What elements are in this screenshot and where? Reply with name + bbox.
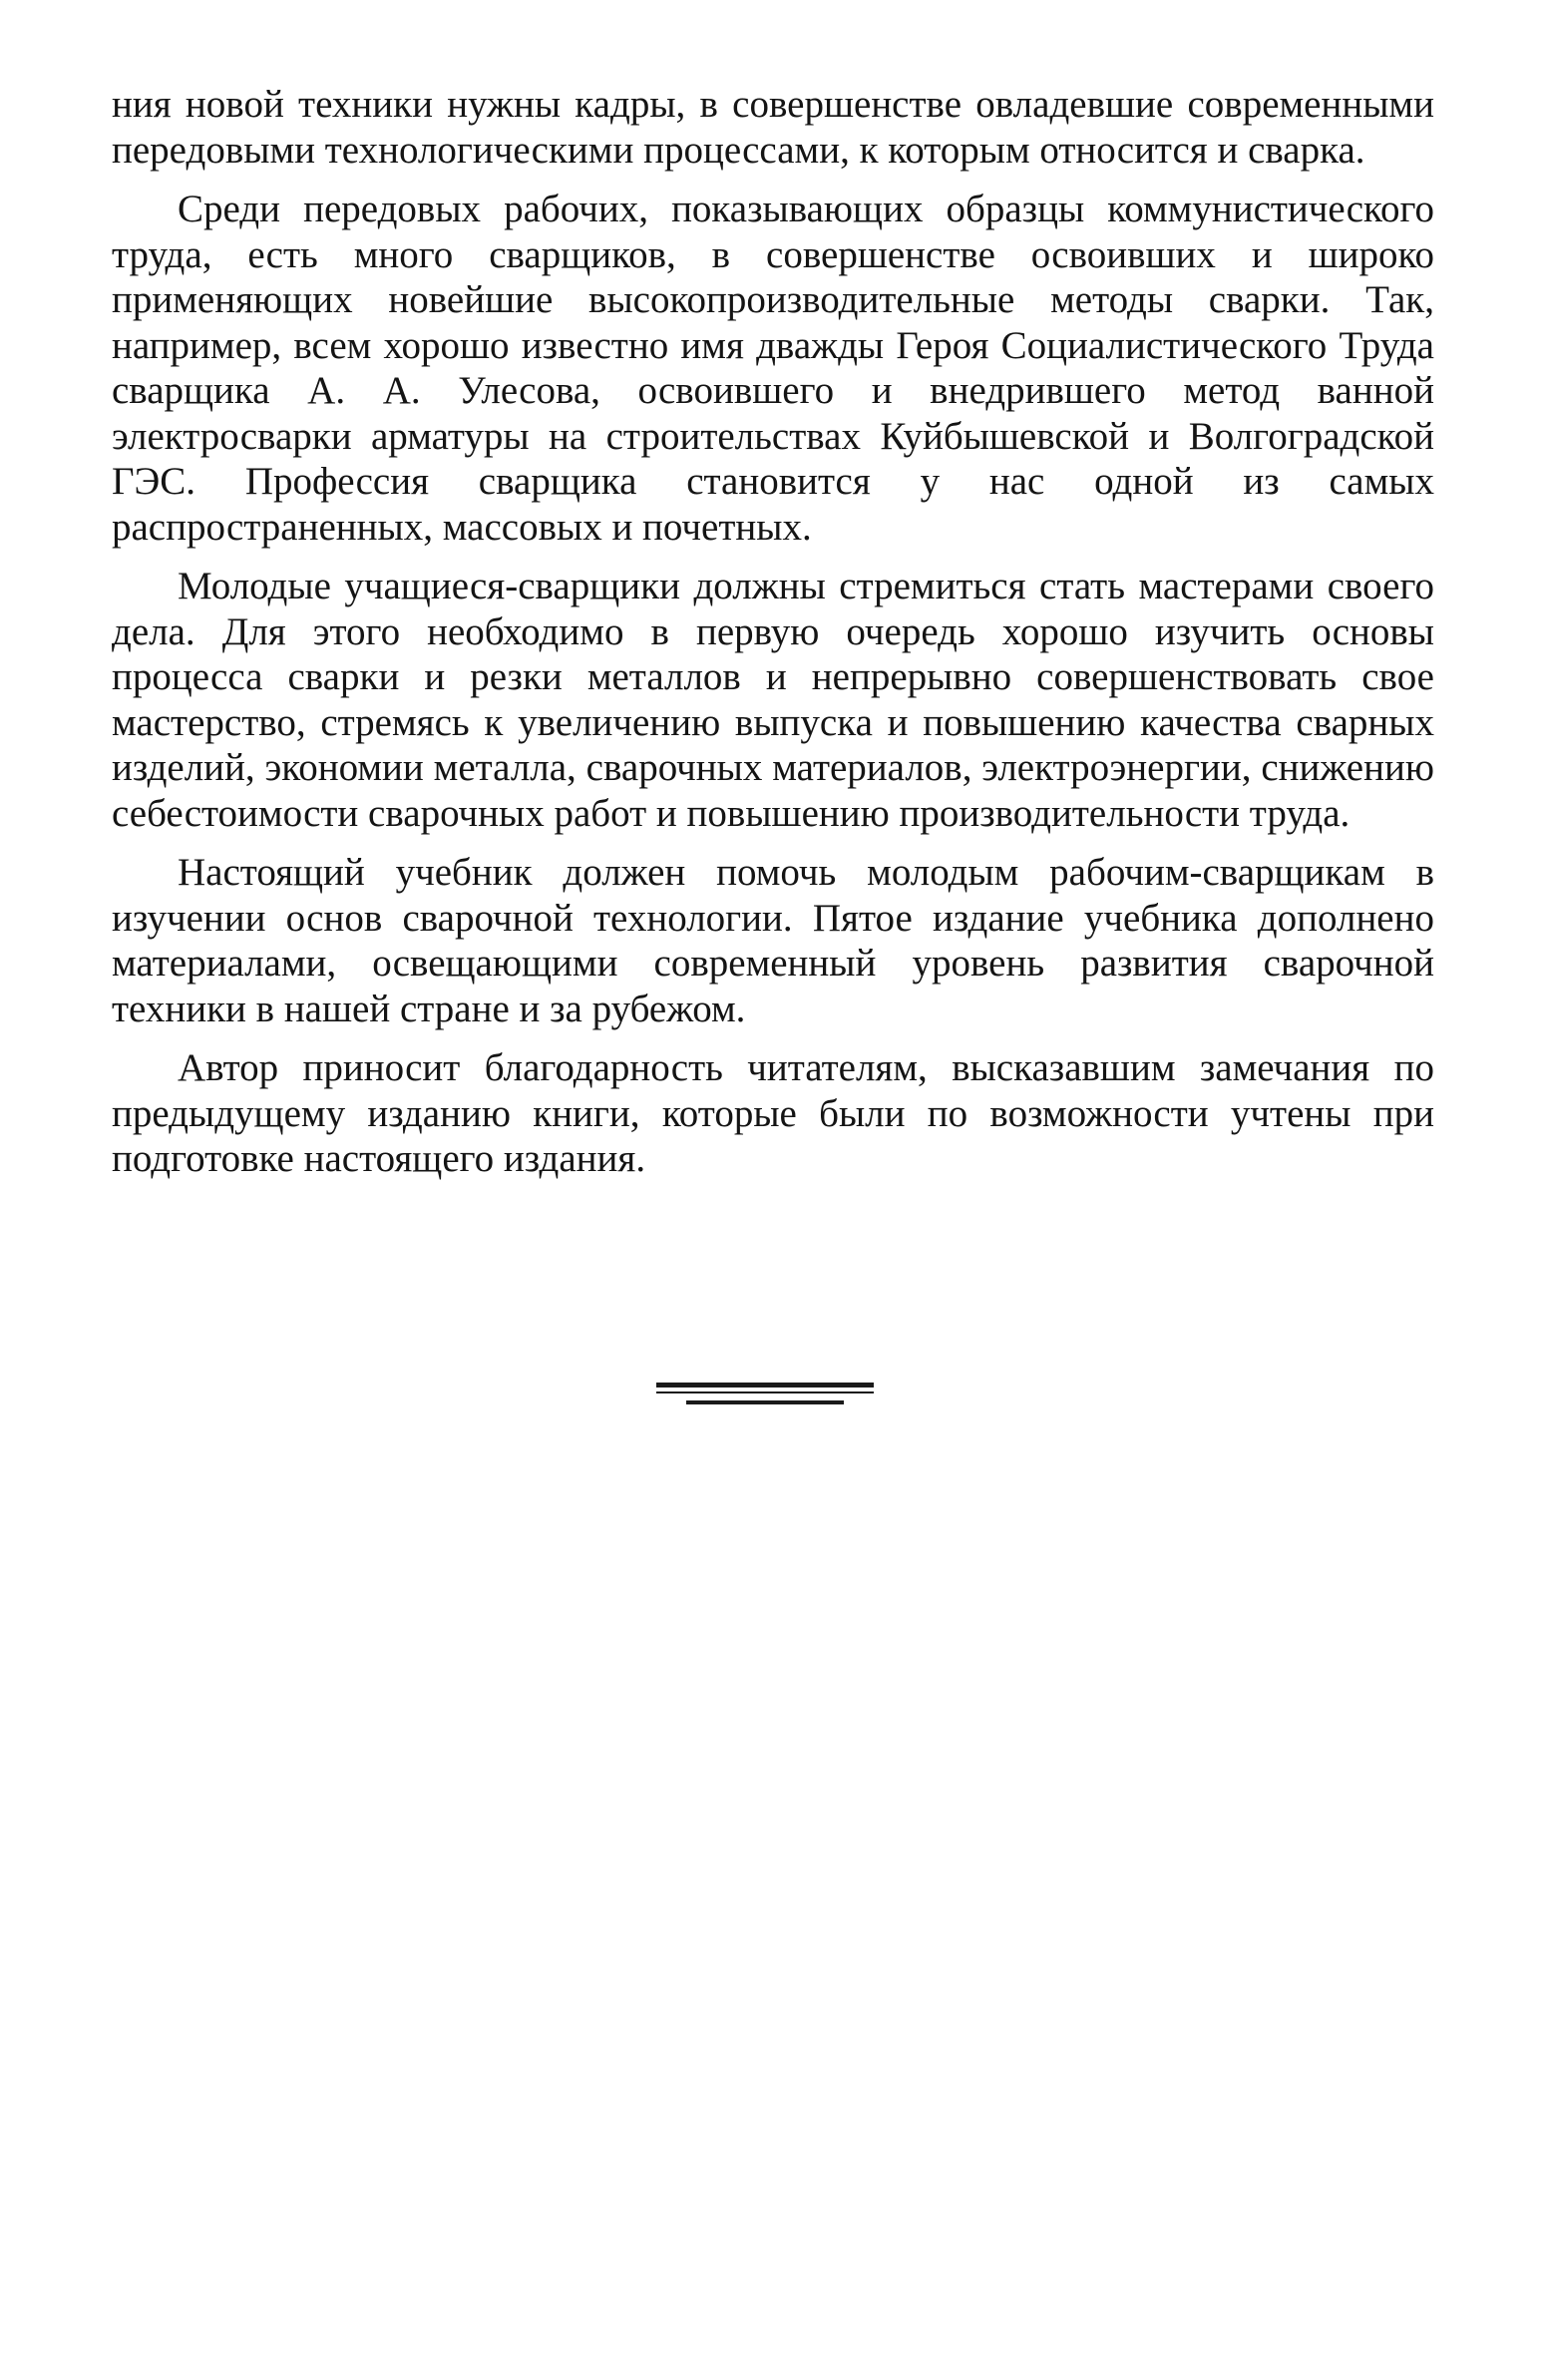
divider-rule-top xyxy=(656,1383,874,1388)
paragraph-advanced-workers: Среди передовых рабочих, показывающих образцы коммунистического труда, есть много сварщиков, в совершенстве освоивших и широко применяющих новейшие высокопроизводительные методы сварки. Так, например, всем хорошо известно имя дважды Героя Социалистического Труда сварщика А. А. Улесова, освоившего и внедрившего метод ванной электросварки арматуры на строительствах Куйбышевской и Волгоградской ГЭС. Профессия сварщика становится у нас одной из самых распространенных, массовых и почетных. xyxy=(112,188,1434,549)
paragraph-continuation: ния новой техники нужны кадры, в совершенстве овладевшие современными передовыми технологическими процессами, к которым относится и сварка. xyxy=(112,83,1434,172)
paragraph-textbook-purpose: Настоящий учебник должен помочь молодым рабочим-сварщикам в изучении основ сварочной технологии. Пятое издание учебника дополнено материалами, освещающими современный уровень развития сварочной техники в нашей стране и за рубежом. xyxy=(112,851,1434,1030)
paragraph-young-welders: Молодые учащиеся-сварщики должны стремиться стать мастерами своего дела. Для этого необходимо в первую очередь хорошо изучить основы процесса сварки и резки металлов и непрерывно совершенствовать свое мастерство, стремясь к увеличению выпуска и повышению качества сварных изделий, экономии металла, сварочных материалов, электроэнергии, снижению себестоимости сварочных работ и повышению производительности труда. xyxy=(112,565,1434,835)
section-end-divider xyxy=(656,1383,874,1406)
body-text xyxy=(112,82,1434,1182)
divider-rule-middle xyxy=(656,1391,874,1393)
divider-rule-bottom xyxy=(686,1400,844,1404)
paragraph-acknowledgement: Автор приносит благодарность читателям, высказавшим замечания по предыдущему изданию книги, которые были по возможности учтены при подготовке настоящего издания. xyxy=(112,1046,1434,1180)
